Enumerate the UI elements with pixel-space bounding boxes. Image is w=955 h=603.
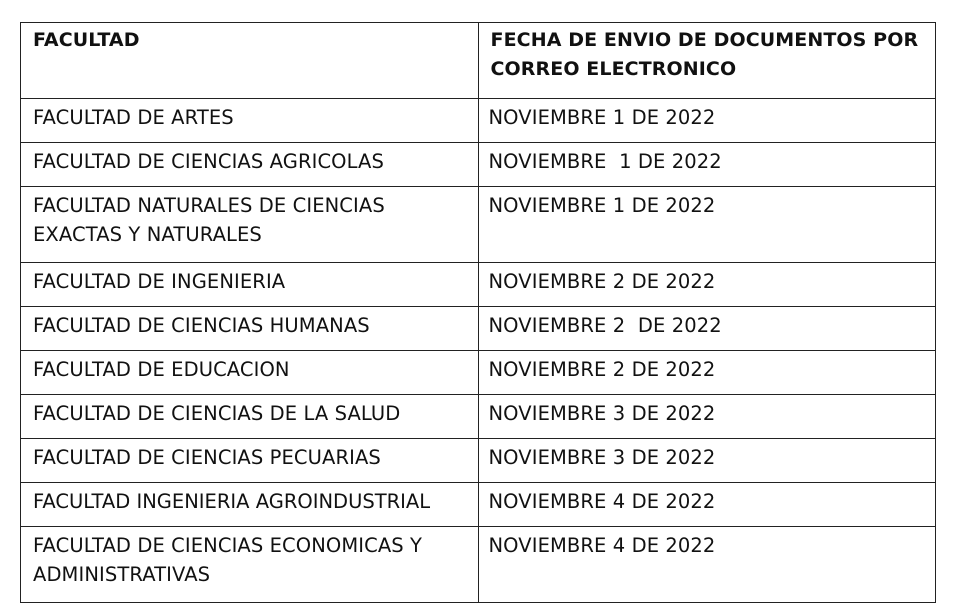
faculty-cell: FACULTAD DE CIENCIAS AGRICOLAS: [21, 143, 479, 187]
faculty-cell: FACULTAD DE CIENCIAS HUMANAS: [21, 307, 479, 351]
date-cell: NOVIEMBRE 2 DE 2022: [478, 351, 936, 395]
faculty-cell: FACULTAD DE CIENCIAS DE LA SALUD: [21, 395, 479, 439]
faculty-cell: FACULTAD NATURALES DE CIENCIAS EXACTAS Y NATURALES: [21, 187, 479, 263]
table-row: [21, 143, 936, 187]
date-cell: NOVIEMBRE 1 DE 2022: [478, 143, 936, 187]
table-row: [21, 187, 936, 263]
table-row: [21, 439, 936, 483]
date-cell: NOVIEMBRE 2 DE 2022: [478, 307, 936, 351]
table-row: [21, 351, 936, 395]
date-cell: NOVIEMBRE 1 DE 2022: [478, 99, 936, 143]
date-cell: NOVIEMBRE 2 DE 2022: [478, 263, 936, 307]
table-header-row: [21, 23, 936, 99]
table-row: [21, 395, 936, 439]
date-cell: NOVIEMBRE 4 DE 2022: [478, 527, 936, 603]
date-cell: NOVIEMBRE 4 DE 2022: [478, 483, 936, 527]
table-row: [21, 483, 936, 527]
faculty-cell: FACULTAD DE CIENCIAS ECONOMICAS Y ADMINISTRATIVAS: [21, 527, 479, 603]
date-cell: NOVIEMBRE 1 DE 2022: [478, 187, 936, 263]
table-row: [21, 99, 936, 143]
faculty-cell: FACULTAD INGENIERIA AGROINDUSTRIAL: [21, 483, 479, 527]
schedule-table: [20, 22, 936, 603]
header-date: FECHA DE ENVIO DE DOCUMENTOS POR CORREO ELECTRONICO: [478, 23, 936, 99]
faculty-cell: FACULTAD DE ARTES: [21, 99, 479, 143]
faculty-cell: FACULTAD DE CIENCIAS PECUARIAS: [21, 439, 479, 483]
table-row: [21, 263, 936, 307]
faculty-cell: FACULTAD DE INGENIERIA: [21, 263, 479, 307]
faculty-cell: FACULTAD DE EDUCACION: [21, 351, 479, 395]
date-cell: NOVIEMBRE 3 DE 2022: [478, 395, 936, 439]
header-faculty: FACULTAD: [21, 23, 479, 99]
table-row: [21, 307, 936, 351]
date-cell: NOVIEMBRE 3 DE 2022: [478, 439, 936, 483]
table-row: [21, 527, 936, 603]
